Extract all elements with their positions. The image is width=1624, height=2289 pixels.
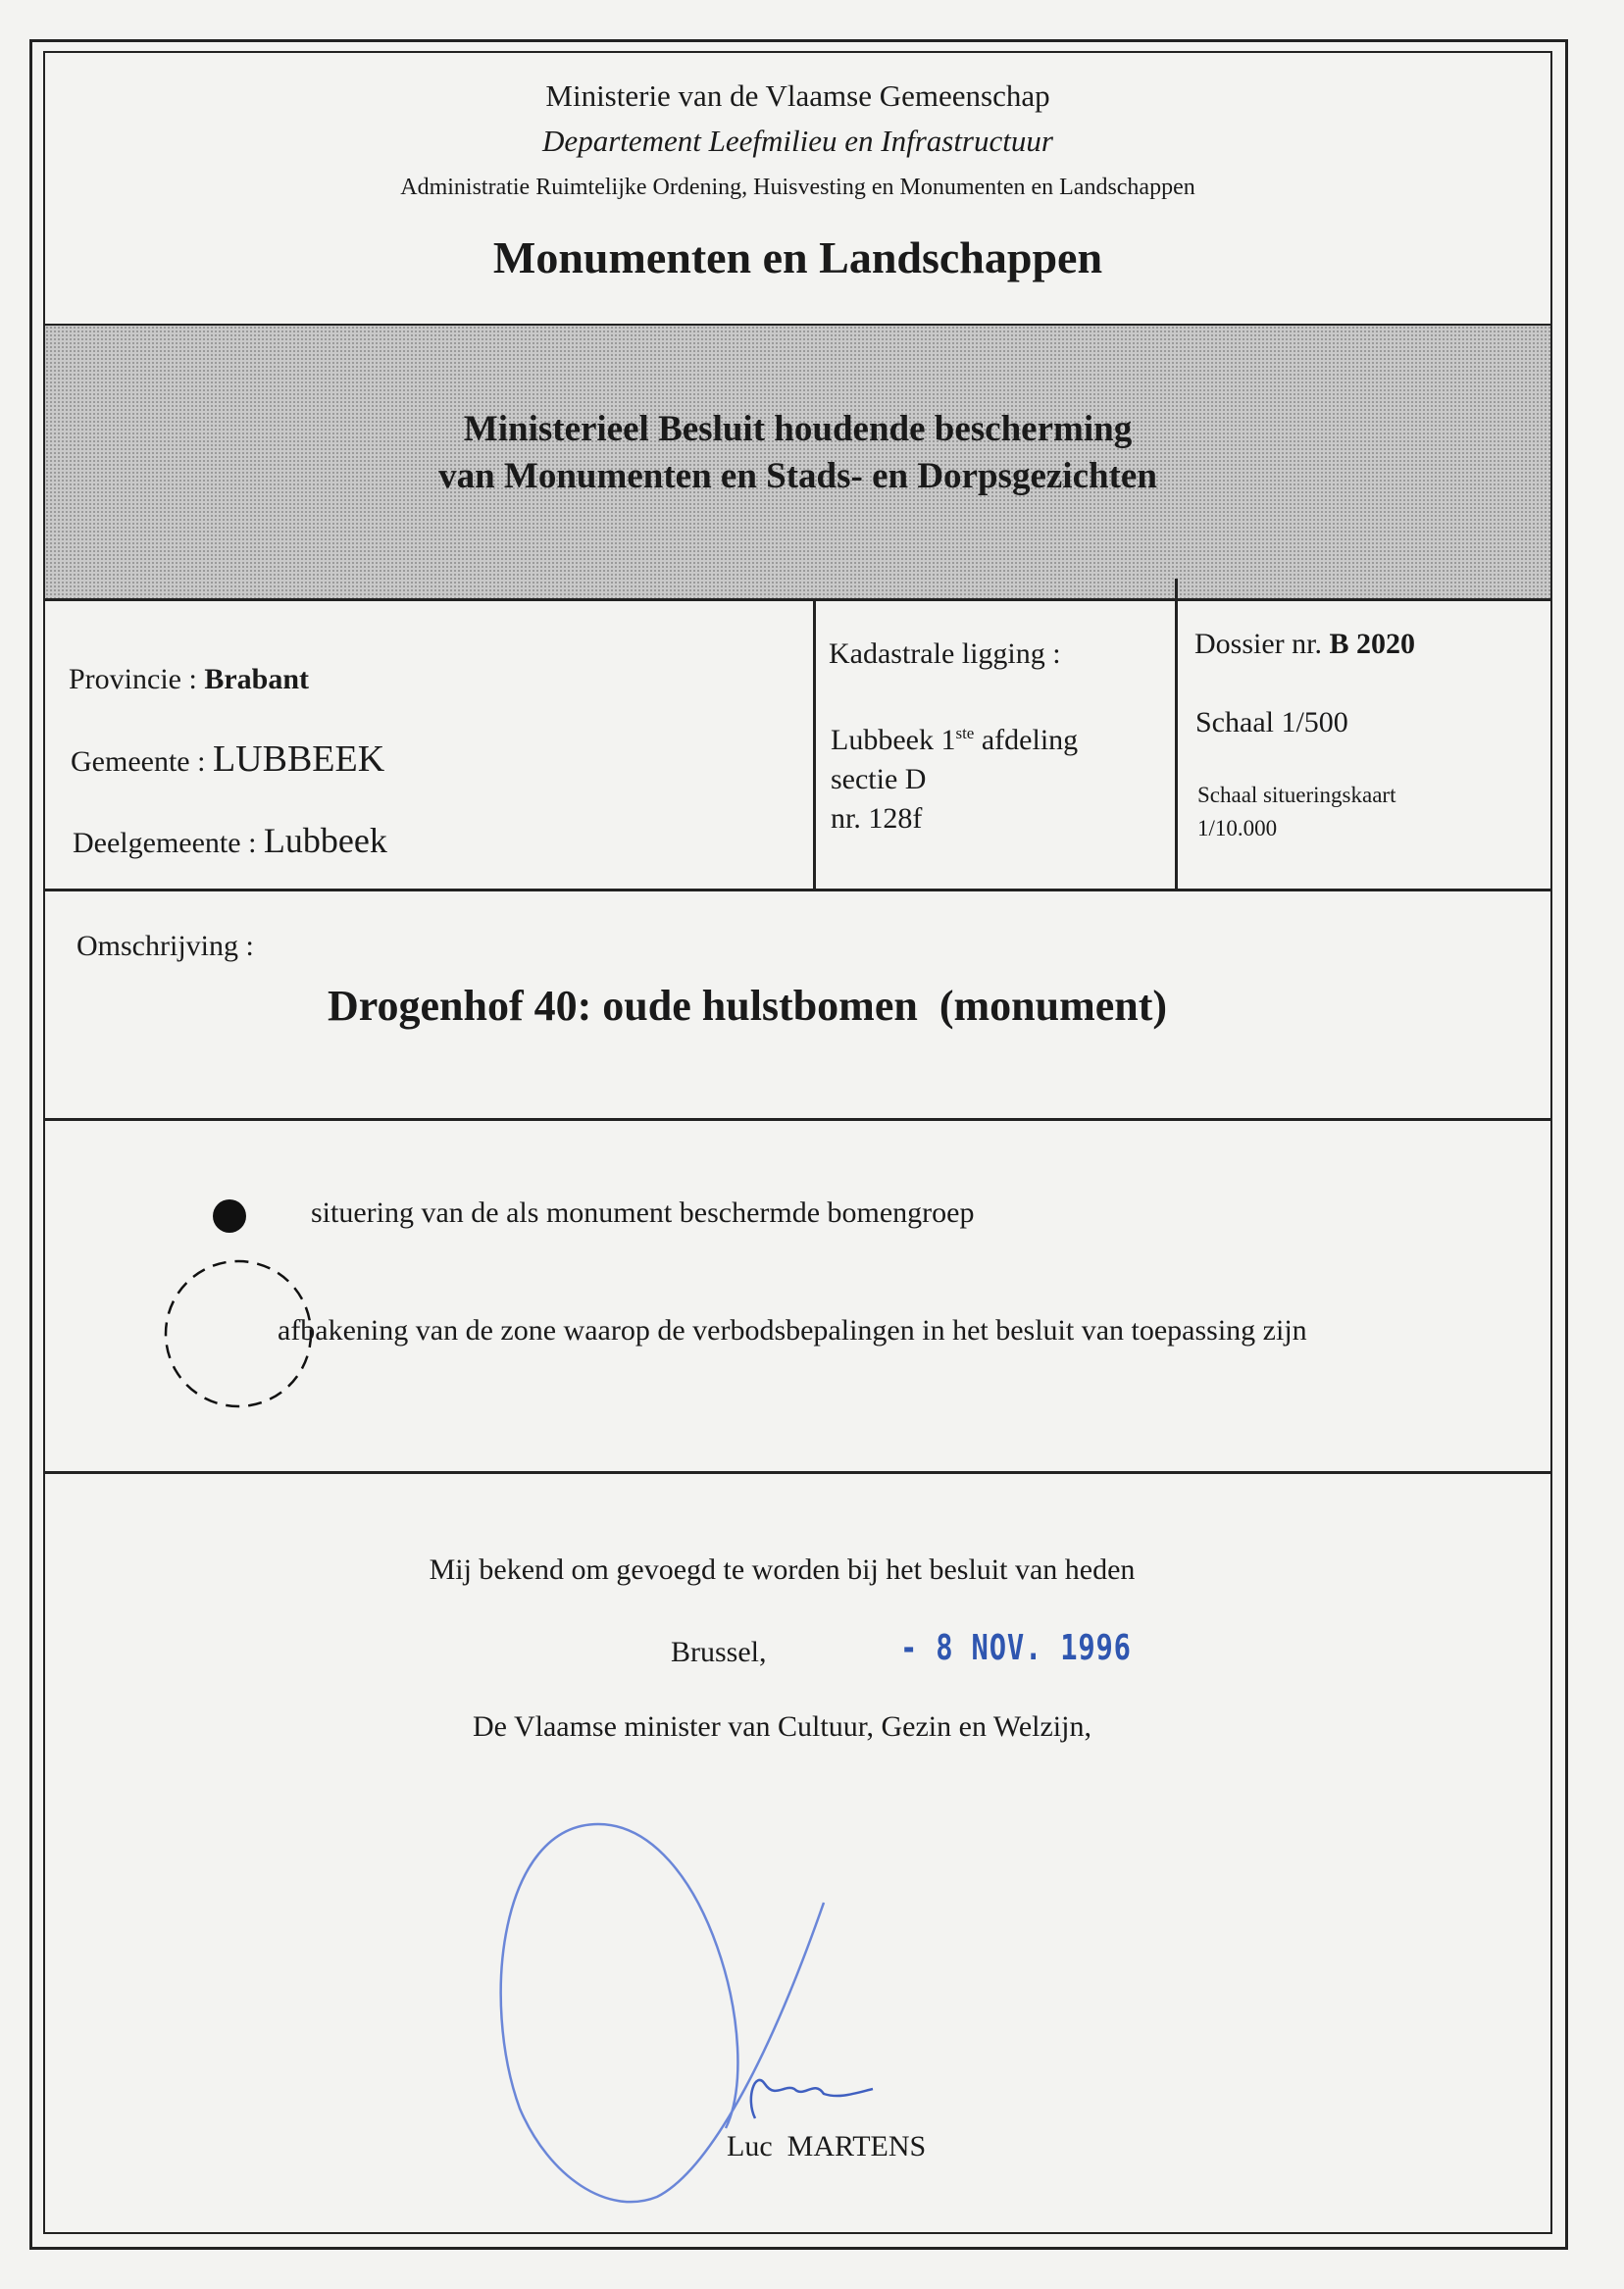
legend-item-2: afbakening van de zone waarop de verbodsbepalingen in het besluit van toepassing zijn	[278, 1314, 1307, 1347]
place: Brussel,	[671, 1636, 767, 1668]
signature	[461, 1805, 932, 2236]
gemeente-value: LUBBEEK	[212, 738, 385, 780]
division-title: Monumenten en Landschappen	[492, 232, 1103, 282]
provincie-label: Provincie :	[69, 663, 197, 695]
decree-title-line-2: van Monumenten en Stads- en Dorpsgezichten	[438, 456, 1157, 496]
map-scale: 1/10.000	[1197, 816, 1278, 840]
kadaster-label: Kadastrale ligging :	[829, 637, 1061, 670]
gemeente-field	[71, 738, 384, 781]
divider	[43, 1471, 1552, 1474]
department-name: Departement Leefmilieu en Infrastructuur	[542, 124, 1053, 158]
divider	[43, 598, 1552, 601]
column-divider	[1175, 579, 1178, 890]
description-title: Drogenhof 40: oude hulstbomen (monument)	[328, 982, 1168, 1030]
kadaster-sup: ste	[955, 724, 975, 742]
kadaster-section: sectie D	[831, 763, 927, 795]
kadaster-number: nr. 128f	[831, 802, 923, 835]
statement: Mij bekend om gevoegd te worden bij het besluit van heden	[429, 1553, 1136, 1586]
decree-title-line-1: Ministerieel Besluit houdende bescherming	[463, 409, 1133, 449]
kadaster-line: Lubbeek 1	[831, 724, 956, 756]
legend-item-1: situering van de als monument beschermde bomengroep	[311, 1196, 975, 1229]
signatory-name: Luc MARTENS	[727, 2130, 927, 2162]
administration-name: Administratie Ruimtelijke Ordening, Huisvesting en Monumenten en Landschappen	[400, 175, 1195, 200]
deelgemeente-field	[73, 820, 387, 861]
divider	[43, 889, 1552, 891]
minister-title: De Vlaamse minister van Cultuur, Gezin en Welzijn,	[473, 1710, 1091, 1743]
scale: Schaal 1/500	[1195, 706, 1348, 738]
dossier-field	[1194, 628, 1415, 661]
deelgemeente-label: Deelgemeente :	[73, 827, 257, 859]
dossier-label: Dossier nr.	[1194, 628, 1322, 660]
provincie-field	[69, 663, 309, 696]
gemeente-label: Gemeente :	[71, 745, 206, 778]
kadaster-line: afdeling	[974, 724, 1079, 756]
provincie-value: Brabant	[204, 663, 309, 695]
divider	[43, 1118, 1552, 1121]
ministry-name: Ministerie van de Vlaamse Gemeenschap	[545, 78, 1050, 113]
kadaster-value	[831, 714, 1078, 839]
filled-dot-icon	[213, 1199, 246, 1233]
deelgemeente-value: Lubbeek	[263, 821, 387, 860]
description-label: Omschrijving :	[76, 930, 254, 962]
decree-title	[45, 406, 1550, 500]
date-stamp: - 8 NOV. 1996	[900, 1628, 1132, 1668]
column-divider	[813, 598, 816, 890]
map-scale-label: Schaal situeringskaart	[1197, 783, 1396, 807]
dossier-number: B 2020	[1329, 628, 1416, 660]
